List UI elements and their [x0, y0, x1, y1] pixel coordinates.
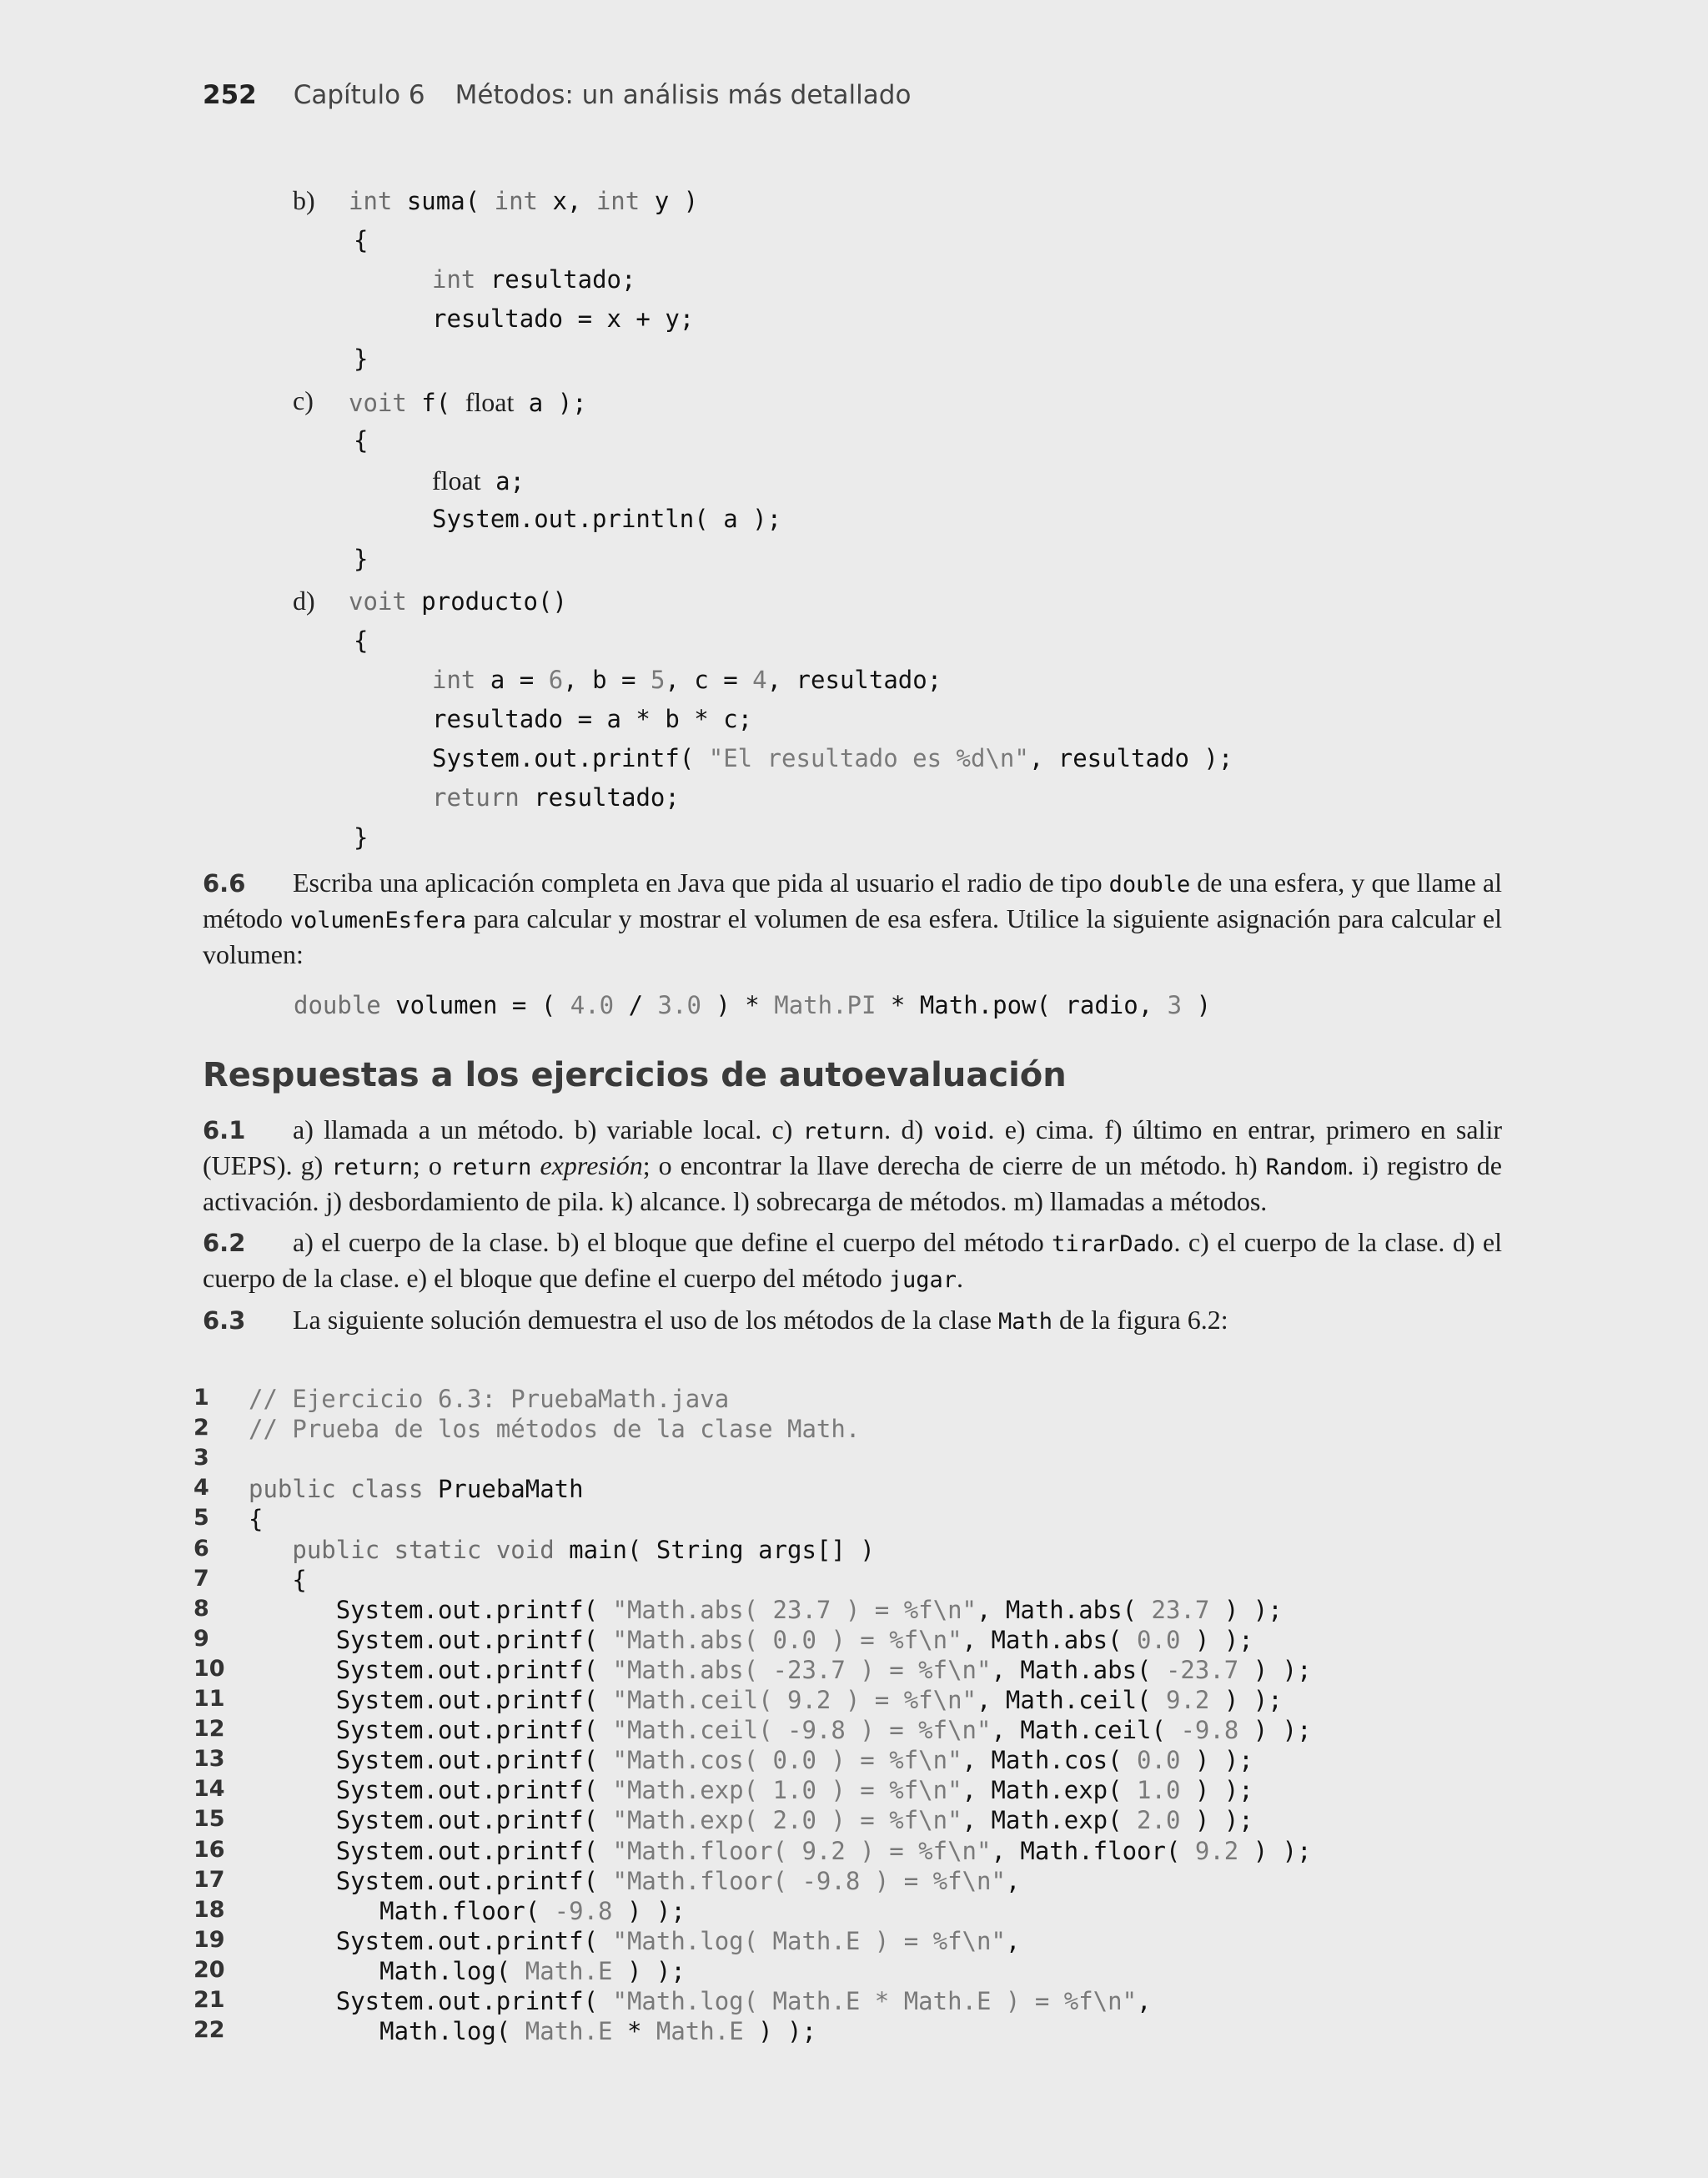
code-text: Math.floor( -9.8 ) );: [249, 1896, 686, 1925]
line-number: 1: [193, 1385, 209, 1411]
code-line-c2: float a;: [432, 465, 525, 495]
code-text: System.out.printf( "Math.ceil( -9.8 ) = %f\n", Math.ceil( -9.8 ) );: [249, 1716, 1312, 1745]
line-number: 9: [193, 1625, 209, 1652]
part-label-c: c): [293, 385, 314, 415]
line-number: 22: [193, 2017, 225, 2044]
code-line-c3: System.out.println( a );: [432, 505, 782, 533]
code-text: System.out.printf( "Math.floor( 9.2 ) = %f\n", Math.floor( 9.2 ) );: [249, 1836, 1312, 1865]
chapter-label: Capítulo 6: [293, 80, 425, 110]
answer-6-1: 6.1 a) llamada a un método. b) variable local. c) return. d) void. e) cima. f) último en entrar, primero en salir (UEPS). g) return; o return expresión; o encontrar la llave derecha de cierre de un método. h) Random. i) registro de activación. j) desbordamiento de pila. k) alcance. l) sobrecarga de métodos. m) llamadas a métodos.: [203, 1114, 1503, 1216]
code-text: Math.log( Math.E * Math.E ) );: [249, 2017, 816, 2046]
code-text: System.out.printf( "Math.exp( 1.0 ) = %f\n", Math.exp( 1.0 ) );: [249, 1776, 1253, 1805]
code-line-b1: int suma( int x, int y ): [349, 187, 699, 215]
line-number: 8: [193, 1595, 209, 1622]
page-number: 252: [203, 80, 257, 110]
line-number: 2: [193, 1415, 209, 1441]
code-text: System.out.printf( "Math.abs( 23.7 ) = %f\n", Math.abs( 23.7 ) );: [249, 1595, 1283, 1624]
code-text: System.out.printf( "Math.exp( 2.0 ) = %f\n", Math.exp( 2.0 ) );: [249, 1806, 1253, 1835]
running-head: [203, 80, 911, 110]
code-text: // Ejercicio 6.3: PruebaMath.java: [249, 1385, 730, 1413]
line-number: 20: [193, 1956, 225, 1983]
code-line-c-open: {: [354, 426, 369, 455]
line-number: 14: [193, 1776, 225, 1803]
volume-formula: double volumen = ( 4.0 / 3.0 ) * Math.PI * Math.pow( radio, 3 ): [294, 991, 1212, 1019]
code-text: System.out.printf( "Math.abs( -23.7 ) = %f\n", Math.abs( -23.7 ) );: [249, 1655, 1312, 1684]
chapter-title: Métodos: un análisis más detallado: [455, 80, 912, 110]
code-text: System.out.printf( "Math.log( Math.E ) = %f\n",: [249, 1926, 1021, 1955]
code-line-d2: int a = 6, b = 5, c = 4, resultado;: [432, 666, 942, 694]
code-text: System.out.printf( "Math.floor( -9.8 ) = %f\n",: [249, 1866, 1021, 1895]
code-line-c-close: }: [354, 545, 369, 573]
code-line-b-close: }: [354, 345, 369, 373]
code-text: {: [249, 1565, 307, 1594]
line-number: 21: [193, 1987, 225, 2013]
answer-6-2: 6.2 a) el cuerpo de la clase. b) el bloque que define el cuerpo del método tirarDado. c) el cuerpo de la clase. d) el cuerpo de la clase. e) el bloque que define el cuerpo del método jugar.: [203, 1227, 1503, 1293]
code-text: public static void main( String args[] ): [292, 1535, 875, 1564]
section-title: Respuestas a los ejercicios de autoevaluación: [203, 1056, 1067, 1094]
answer-6-3: 6.3 La siguiente solución demuestra el uso de los métodos de la clase Math de la figura 6.2:: [203, 1305, 1228, 1335]
line-number: 5: [193, 1505, 209, 1532]
code-line-d4: System.out.printf( "El resultado es %d\n", resultado );: [432, 744, 1233, 772]
line-number: 16: [193, 1836, 225, 1863]
code-line-c1: voit f( float a );: [349, 387, 587, 417]
line-number: 6: [193, 1535, 209, 1562]
code-text: // Prueba de los métodos de la clase Math.: [249, 1415, 861, 1444]
code-text: System.out.printf( "Math.abs( 0.0 ) = %f\n", Math.abs( 0.0 ) );: [249, 1625, 1253, 1654]
line-number: 18: [193, 1896, 225, 1923]
line-number: 15: [193, 1806, 225, 1833]
line-number: 10: [193, 1655, 225, 1682]
part-label-b: b): [293, 185, 315, 215]
code-line-b2: int resultado;: [432, 265, 636, 294]
code-line-b3: resultado = x + y;: [432, 304, 695, 333]
line-number: 13: [193, 1746, 225, 1773]
code-line-d-open: {: [354, 626, 369, 655]
code-text: public class PruebaMath: [249, 1475, 584, 1504]
code-text: System.out.printf( "Math.log( Math.E * Math.E ) = %f\n",: [249, 1987, 1152, 2015]
code-line-d1: voit producto(): [349, 587, 567, 616]
code-line-b-open: {: [354, 226, 369, 254]
code-line-d5: return resultado;: [432, 783, 680, 812]
code-line-d-close: }: [354, 823, 369, 852]
code-line-d3: resultado = a * b * c;: [432, 705, 753, 733]
code-text: System.out.printf( "Math.cos( 0.0 ) = %f\n", Math.cos( 0.0 ) );: [249, 1746, 1253, 1775]
exercise-6-6: 6.6 Escriba una aplicación completa en Java que pida al usuario el radio de tipo double de una esfera, y que llame al método volumenEsfera para calcular y mostrar el volumen de esa esfera. Utilice la siguiente asignación para calcular el volumen:: [203, 868, 1503, 969]
code-text: {: [249, 1505, 264, 1534]
line-number: 7: [193, 1565, 209, 1592]
line-number: 19: [193, 1926, 225, 1953]
line-number: 4: [193, 1475, 209, 1501]
line-number: 17: [193, 1866, 225, 1893]
line-number: 11: [193, 1686, 225, 1712]
part-label-d: d): [293, 586, 315, 616]
line-number: 3: [193, 1445, 209, 1471]
code-text: Math.log( Math.E ) );: [249, 1956, 686, 1985]
line-number: 12: [193, 1716, 225, 1743]
code-text: System.out.printf( "Math.ceil( 9.2 ) = %f\n", Math.ceil( 9.2 ) );: [249, 1686, 1283, 1714]
